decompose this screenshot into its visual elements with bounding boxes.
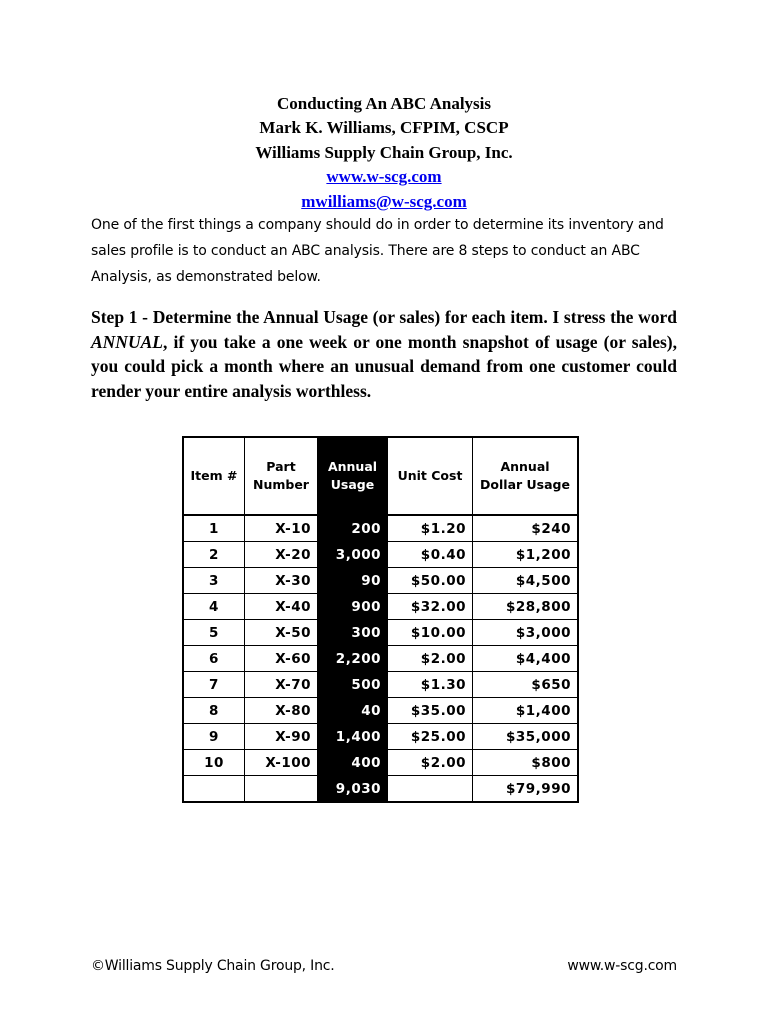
total-cell-item-number	[183, 776, 245, 803]
cell-annual-dollar-usage: $28,800	[473, 594, 579, 620]
cell-annual-usage: 2,200	[318, 646, 388, 672]
cell-item-number: 1	[183, 515, 245, 542]
cell-annual-usage: 900	[318, 594, 388, 620]
table-row	[183, 620, 578, 646]
table-body	[183, 515, 578, 802]
footer-copyright: ©Williams Supply Chain Group, Inc.	[91, 958, 335, 974]
total-cell-annual-dollar-usage: $79,990	[473, 776, 579, 803]
table-row	[183, 646, 578, 672]
cell-annual-usage: 300	[318, 620, 388, 646]
table-row	[183, 750, 578, 776]
page-footer	[91, 958, 677, 978]
cell-annual-usage: 90	[318, 568, 388, 594]
cell-item-number: 9	[183, 724, 245, 750]
step-1-text-start: Step 1 - Determine the Annual Usage (or sales) for each item. I stress the word	[91, 307, 677, 327]
cell-annual-usage: 40	[318, 698, 388, 724]
cell-item-number: 2	[183, 542, 245, 568]
table-row	[183, 672, 578, 698]
cell-annual-dollar-usage: $4,500	[473, 568, 579, 594]
cell-unit-cost: $1.30	[388, 672, 473, 698]
cell-part-number: X-40	[245, 594, 318, 620]
intro-paragraph: One of the first things a company should do in order to determine its inventory and sales profile is to conduct an ABC analysis. There are 8 steps to conduct an ABC Analysis, as demonstrated below.	[91, 217, 664, 285]
email-link[interactable]: mwilliams@w-scg.com	[301, 191, 467, 211]
cell-item-number: 4	[183, 594, 245, 620]
table-row	[183, 515, 578, 542]
cell-annual-dollar-usage: $1,400	[473, 698, 579, 724]
document-title: Conducting An ABC Analysis	[277, 94, 491, 113]
cell-unit-cost: $35.00	[388, 698, 473, 724]
header-unit-cost: Unit Cost	[388, 437, 473, 515]
cell-part-number: X-30	[245, 568, 318, 594]
cell-part-number: X-60	[245, 646, 318, 672]
cell-annual-dollar-usage: $650	[473, 672, 579, 698]
cell-part-number: X-50	[245, 620, 318, 646]
cell-unit-cost: $50.00	[388, 568, 473, 594]
table-row	[183, 724, 578, 750]
author-line: Mark K. Williams, CFPIM, CSCP	[259, 118, 509, 138]
cell-item-number: 10	[183, 750, 245, 776]
table-row	[183, 594, 578, 620]
header-part-number: Part Number	[245, 437, 318, 515]
cell-part-number: X-100	[245, 750, 318, 776]
cell-unit-cost: $10.00	[388, 620, 473, 646]
header-item-number: Item #	[183, 437, 245, 515]
cell-annual-usage: 1,400	[318, 724, 388, 750]
cell-item-number: 8	[183, 698, 245, 724]
cell-part-number: X-70	[245, 672, 318, 698]
table-total-row	[183, 776, 578, 803]
table-row	[183, 698, 578, 724]
cell-unit-cost: $32.00	[388, 594, 473, 620]
step-1-emphasis: ANNUAL	[91, 331, 163, 352]
total-cell-annual-usage: 9,030	[318, 776, 388, 803]
cell-annual-dollar-usage: $35,000	[473, 724, 579, 750]
cell-item-number: 3	[183, 568, 245, 594]
header-annual-usage: Annual Usage	[318, 437, 388, 515]
cell-annual-dollar-usage: $800	[473, 750, 579, 776]
cell-annual-dollar-usage: $4,400	[473, 646, 579, 672]
cell-unit-cost: $1.20	[388, 515, 473, 542]
cell-item-number: 7	[183, 672, 245, 698]
cell-annual-usage: 400	[318, 750, 388, 776]
step-1-text-end: , if you take a one week or one month snapshot of usage (or sales), you could pick a month where an unusual demand from one customer could render your entire analysis worthless.	[91, 331, 677, 401]
cell-part-number: X-20	[245, 542, 318, 568]
table-row	[183, 568, 578, 594]
cell-item-number: 6	[183, 646, 245, 672]
cell-part-number: X-80	[245, 698, 318, 724]
step-1-paragraph	[91, 305, 677, 403]
table-header-row	[183, 437, 578, 515]
cell-unit-cost: $0.40	[388, 542, 473, 568]
cell-annual-dollar-usage: $240	[473, 515, 579, 542]
footer-website: www.w-scg.com	[567, 958, 677, 974]
cell-annual-usage: 3,000	[318, 542, 388, 568]
cell-unit-cost: $2.00	[388, 750, 473, 776]
company-line: Williams Supply Chain Group, Inc.	[255, 142, 513, 162]
cell-item-number: 5	[183, 620, 245, 646]
cell-annual-usage: 500	[318, 672, 388, 698]
cell-unit-cost: $25.00	[388, 724, 473, 750]
cell-annual-dollar-usage: $3,000	[473, 620, 579, 646]
website-link[interactable]: www.w-scg.com	[326, 167, 442, 187]
abc-table	[182, 436, 579, 803]
cell-unit-cost: $2.00	[388, 646, 473, 672]
total-cell-unit-cost	[388, 776, 473, 803]
header-annual-dollar-usage: Annual Dollar Usage	[473, 437, 579, 515]
table-row	[183, 542, 578, 568]
cell-annual-usage: 200	[318, 515, 388, 542]
cell-part-number: X-90	[245, 724, 318, 750]
total-cell-part-number	[245, 776, 318, 803]
document-header	[0, 92, 768, 214]
cell-annual-dollar-usage: $1,200	[473, 542, 579, 568]
cell-part-number: X-10	[245, 515, 318, 542]
